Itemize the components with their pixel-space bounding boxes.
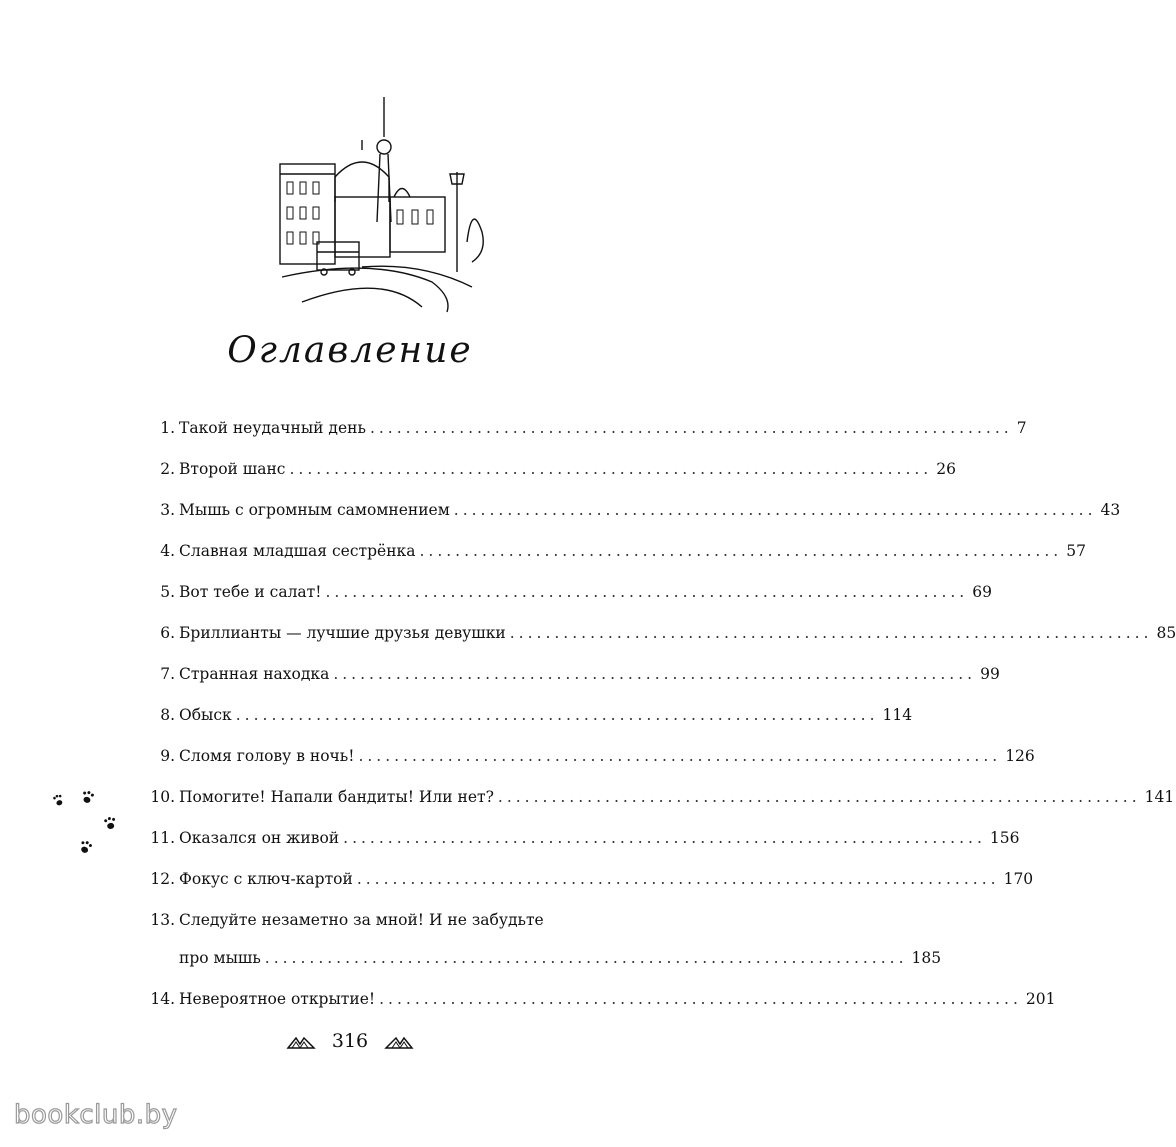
toc-page: 201 [1025,990,1056,1008]
toc-page: 185 [911,949,942,967]
page-title: Оглавление [227,330,473,371]
toc-leader: ........................................................................ [509,624,1153,642]
toc-title: Следуйте незаметно за мной! И не забудьте [179,911,544,929]
toc-title: Странная находка [179,665,330,683]
toc-number: 5. [160,583,175,601]
toc-title: Бриллианты — лучшие друзья девушки [179,624,506,642]
toc-title: Вот тебе и салат! [179,583,322,601]
toc-page: 99 [980,665,1000,683]
toc-entry [140,869,1034,910]
ornament-right-icon [384,1034,414,1050]
toc-number: 13. [150,911,175,929]
watermark: bookclub.by [14,1100,178,1130]
toc-entry [140,828,1020,869]
toc-title: Славная младшая сестрёнка [179,542,416,560]
toc-number: 10. [150,788,175,806]
table-of-contents [140,418,1176,1030]
toc-leader: ........................................................................ [264,949,908,967]
toc-number: 8. [160,706,175,724]
toc-entry [140,989,1056,1030]
toc-number: 7. [160,665,175,683]
toc-title: Невероятное открытие! [179,990,376,1008]
city-sketch-illustration [272,92,492,312]
toc-title: Такой неудачный день [179,419,366,437]
toc-page: 7 [1016,419,1027,437]
toc-page: 43 [1100,501,1121,519]
page-number: 316 [331,1030,369,1052]
toc-entry [140,582,992,623]
toc-leader: ........................................................................ [419,542,1063,560]
toc-leader: ........................................................................ [356,870,1000,888]
toc-number: 14. [150,990,175,1008]
page-footer [0,1030,700,1052]
toc-leader: ........................................................................ [289,460,933,478]
toc-page: 85 [1156,624,1176,642]
toc-page: 114 [882,706,913,724]
toc-number: 2. [160,460,175,478]
toc-title: Второй шанс [179,460,286,478]
toc-title-continuation: про мышь [179,949,261,967]
toc-number: 9. [160,747,175,765]
toc-page: 141 [1144,788,1175,806]
toc-number: 4. [160,542,175,560]
toc-title: Оказался он живой [179,829,340,847]
toc-entry [140,910,942,989]
toc-leader: ........................................................................ [497,788,1141,806]
toc-entry [140,418,1027,459]
toc-entry [140,705,913,746]
ornament-left-icon [286,1034,316,1050]
toc-title: Сломя голову в ночь! [179,747,355,765]
toc-entry [140,541,1086,582]
toc-entry [140,459,956,500]
toc-leader: ........................................................................ [379,990,1022,1008]
toc-leader: ........................................................................ [325,583,969,601]
toc-entry [140,664,1000,705]
toc-leader: ........................................................................ [358,747,1002,765]
toc-entry [140,623,1176,664]
toc-number: 11. [150,829,175,847]
toc-leader: ........................................................................ [235,706,879,724]
toc-number: 6. [160,624,175,642]
toc-number: 1. [160,419,175,437]
toc-leader: ........................................................................ [343,829,986,847]
toc-title: Помогите! Напали бандиты! Или нет? [179,788,494,806]
paw-prints-icon [48,784,128,859]
toc-leader: ........................................................................ [369,419,1013,437]
toc-entry [140,500,1121,541]
toc-leader: ........................................................................ [333,665,977,683]
toc-page: 69 [972,583,992,601]
toc-leader: ........................................................................ [453,501,1097,519]
toc-page: 126 [1005,747,1035,765]
toc-page: 57 [1066,542,1086,560]
toc-page: 156 [989,829,1020,847]
toc-title: Мышь с огромным самомнением [179,501,450,519]
toc-page: 170 [1003,870,1034,888]
toc-title: Обыск [179,706,232,724]
toc-number: 3. [160,501,175,519]
toc-entry [140,787,1175,828]
toc-entry [140,746,1035,787]
toc-title: Фокус с ключ-картой [179,870,353,888]
toc-number: 12. [150,870,175,888]
toc-page: 26 [936,460,956,478]
